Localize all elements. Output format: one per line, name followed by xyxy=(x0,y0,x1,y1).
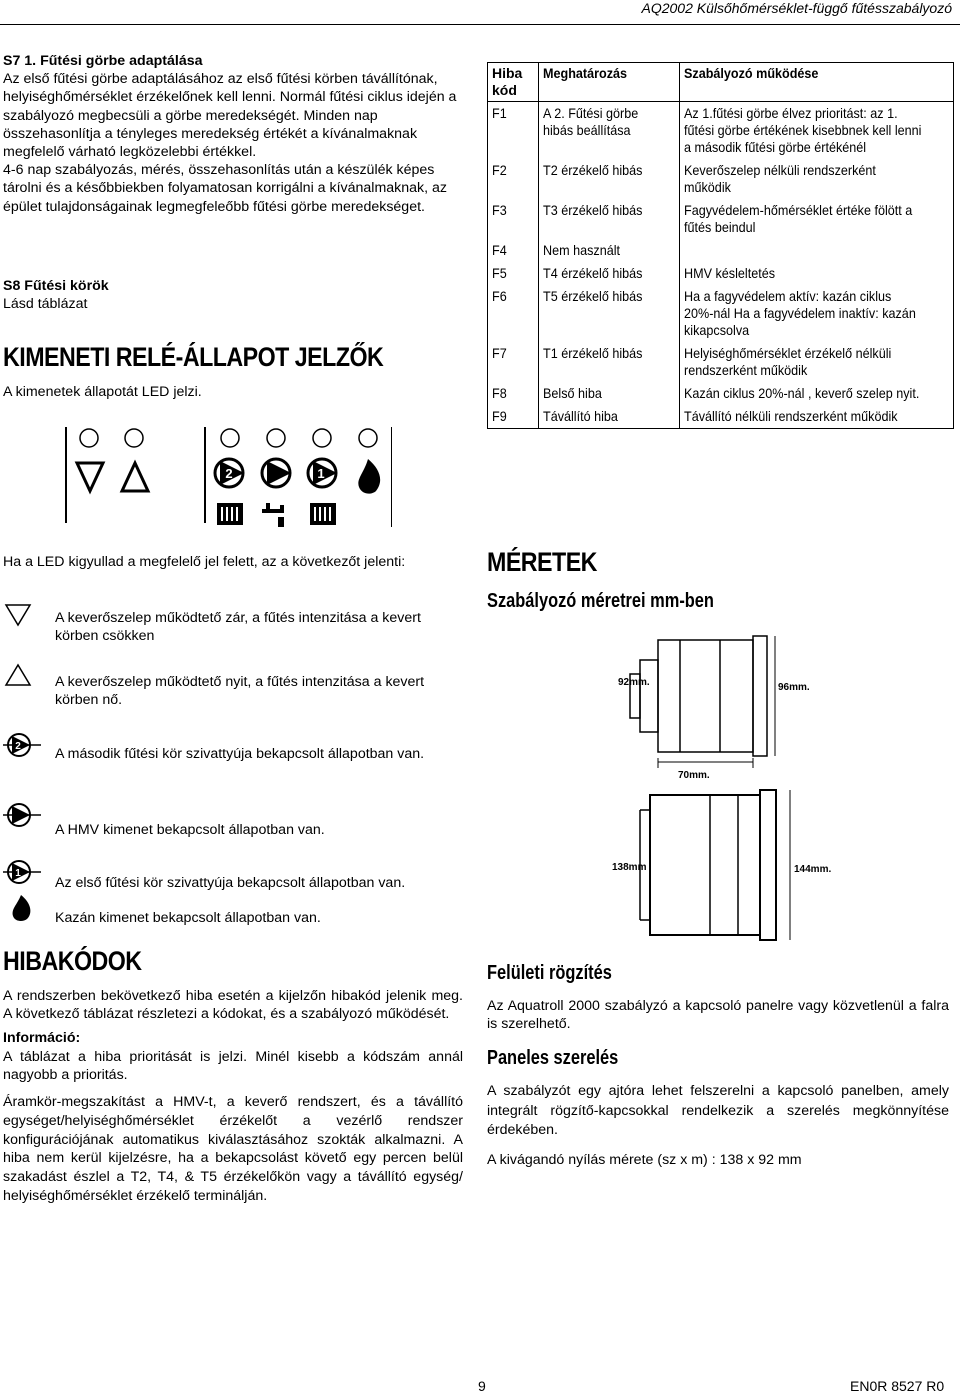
pump-1-icon xyxy=(3,857,43,887)
error-definition-cell: Belső hiba xyxy=(539,382,680,405)
pump-hmv-icon xyxy=(3,800,43,830)
table-row xyxy=(488,262,954,285)
table-row xyxy=(488,239,954,262)
table-row xyxy=(488,342,954,382)
error-code-cell: F6 xyxy=(488,285,539,342)
svg-text:1: 1 xyxy=(15,868,21,879)
triangle-up-icon xyxy=(3,662,33,688)
svg-text:138mm: 138mm xyxy=(612,862,647,873)
panel-mount-title: Paneles szerelés xyxy=(487,1047,619,1069)
dimensions-subtitle: Szabályozó méretrei mm-ben xyxy=(487,590,714,612)
page-number: 9 xyxy=(478,1378,486,1394)
dimensions-title: MÉRETEK xyxy=(487,547,597,577)
error-code-cell: F7 xyxy=(488,342,539,382)
info-label: Információ: xyxy=(3,1030,81,1047)
outputs-explain xyxy=(3,553,463,571)
legend-text: Az első fűtési kör szivattyúja bekapcsolt állapotban van. xyxy=(55,875,406,891)
error-definition-cell: T2 érzékelő hibás xyxy=(539,159,680,199)
radiator-icon-2 xyxy=(217,503,243,525)
s8-body: Lásd táblázat xyxy=(3,296,88,313)
controller-action-cell: Távállító nélküli rendszerként működik xyxy=(680,405,954,429)
page-header xyxy=(0,0,960,22)
table-row xyxy=(488,405,954,429)
triangle-up-icon xyxy=(122,463,148,491)
s7-body2: 4-6 nap szabályozás, mérés, összehasonlítás után a készülék képes tárolni és a későbbiekben folyamatosan korrigálni a kívánalmaknak, az épület tulajdonságainak legmegfeleőbb fűtési görbe meredekséget. xyxy=(3,162,447,215)
error-code-table xyxy=(487,62,954,429)
error-code-cell: F4 xyxy=(488,239,539,262)
error-code-cell: F5 xyxy=(488,262,539,285)
errors-section xyxy=(3,946,463,1206)
table-row xyxy=(488,159,954,199)
table-row xyxy=(488,285,954,342)
column-header: Meghatározás xyxy=(539,63,680,102)
column-header: Hiba kód xyxy=(488,63,539,102)
error-code-cell: F9 xyxy=(488,405,539,429)
error-definition-cell: Nem használt xyxy=(539,239,680,262)
error-definition-cell: T1 érzékelő hibás xyxy=(539,342,680,382)
error-table-body xyxy=(488,102,954,429)
outputs-section xyxy=(3,342,463,401)
svg-text:1: 1 xyxy=(317,466,325,481)
legend-text: Kazán kimenet bekapcsolt állapotban van. xyxy=(55,910,321,926)
flame-icon xyxy=(358,459,380,494)
legend-text: A HMV kimenet bekapcsolt állapotban van. xyxy=(55,822,325,838)
led-2 xyxy=(125,429,143,447)
outputs-explain-text: Ha a LED kigyullad a megfelelő jel felett, az a következőt jelenti: xyxy=(3,554,406,570)
document-code: EN0R 8527 R0 xyxy=(850,1378,945,1394)
svg-text:2: 2 xyxy=(15,741,21,752)
errors-title: HIBAKÓDOK xyxy=(3,946,142,976)
error-code-cell: F1 xyxy=(488,102,539,160)
s7-body: Az első fűtési görbe adaptálásához az első fűtési körben távállítónak, helyiséghőmérséklet érzékelőnek kell lenni. Normál fűtési ciklus idején a szabályozó megbecsüli a görbe meredekségét. Minden nap összehasonlítja a tényleges meredekség értékét a kívánalmaknak megfelelő várható legközelebbi értékkel. xyxy=(3,71,457,161)
legend-text: A keverőszelep működtető nyit, a fűtés intenzitása a kevert körben nő. xyxy=(55,674,425,709)
controller-action-cell: Helyiséghőmérséklet érzékelő nélküli rendszerként működik xyxy=(680,342,954,382)
controller-action-cell: Ha a fagyvédelem aktív: kazán ciklus 20%-nál Ha a fagyvédelem inaktív: kazán kikapcsolva xyxy=(680,285,954,342)
svg-text:70mm.: 70mm. xyxy=(678,770,710,781)
error-code-cell: F3 xyxy=(488,199,539,239)
svg-text:96mm.: 96mm. xyxy=(778,682,810,693)
surface-mount-section xyxy=(487,962,949,1033)
table-row xyxy=(488,382,954,405)
triangle-down-icon xyxy=(77,463,103,491)
controller-action-cell: Kazán ciklus 20%-nál , keverő szelep nyit. xyxy=(680,382,954,405)
dimension-drawing xyxy=(600,630,950,950)
led-1 xyxy=(80,429,98,447)
table-row xyxy=(488,199,954,239)
controller-action-cell: Keverőszelep nélküli rendszerként működik xyxy=(680,159,954,199)
panel-mount-section xyxy=(487,1047,949,1169)
radiator-icon-1 xyxy=(310,503,336,525)
s7-heading: S7 1. Fűtési görbe adaptálása xyxy=(3,53,203,69)
led-5 xyxy=(313,429,331,447)
errors-intro: A rendszerben bekövetkező hiba esetén a kijelzőn hibakód jelenik meg. A következő táblázat részletezi a kódokat, és a szabályozó működését. xyxy=(3,988,463,1023)
pump-1-icon xyxy=(308,459,337,487)
header-rule xyxy=(0,24,960,25)
column-header: Szabályozó működése xyxy=(680,63,954,102)
section-s8 xyxy=(3,277,463,313)
pump-2-icon xyxy=(3,730,43,760)
controller-action-cell: Az 1.fűtési görbe élvez prioritást: az 1. fűtési görbe értékének kisebbnek kell lenni a második fűtési görbe értékénél xyxy=(680,102,954,160)
error-definition-cell: T4 érzékelő hibás xyxy=(539,262,680,285)
table-row xyxy=(488,102,954,160)
outputs-intro: A kimenetek állapotát LED jelzi. xyxy=(3,384,202,400)
triangle-down-icon xyxy=(3,602,33,628)
error-code-cell: F2 xyxy=(488,159,539,199)
outputs-title: KIMENETI RELÉ-ÁLLAPOT JELZŐK xyxy=(3,342,384,372)
led-indicator-panel xyxy=(62,423,392,531)
error-definition-cell: Távállító hiba xyxy=(539,405,680,429)
surface-mount-title: Felületi rögzítés xyxy=(487,962,612,984)
led-6 xyxy=(359,429,377,447)
error-definition-cell: T3 érzékelő hibás xyxy=(539,199,680,239)
surface-mount-text: Az Aquatroll 2000 szabályzó a kapcsoló panelre vagy közvetlenül a falra is szerelhető. xyxy=(487,998,949,1033)
svg-text:2: 2 xyxy=(225,466,233,481)
s8-heading: S8 Fűtési körök xyxy=(3,278,109,294)
error-definition-cell: T5 érzékelő hibás xyxy=(539,285,680,342)
flame-icon xyxy=(3,893,43,923)
table-header-row xyxy=(488,63,954,102)
power-text: Áramkör-megszakítást a HMV-t, a keverő rendszert, és a távállító egységet/helyiséghőmérséklet érzékelőt a vezérlő rendszer konfigurációjának automatikus kiválasztásához szokták alkalmazni. A hiba nem kerül kijelzésre, ha a bekapcsolást követő egy percen belül szakadást észlel a T2, T4, & T5 érzékelőkön vagy a távállító egység/ helyiséghőmérséklet érzékelő terminálján. xyxy=(3,1094,463,1204)
panel-mount-text: A szabályzót egy ajtóra lehet felszerelni a kapcsoló panelben, amely integrált rögzítő-kapcsokkal rendelkezik a szerelés megkönnyítése érdekében. xyxy=(487,1083,949,1138)
pump-2-icon xyxy=(215,459,244,487)
tap-icon xyxy=(262,503,284,527)
pump-hmv-icon xyxy=(262,459,291,487)
error-code-cell: F8 xyxy=(488,382,539,405)
led-3 xyxy=(221,429,239,447)
cutout-text: A kivágandó nyílás mérete (sz x m) : 138 x 92 mm xyxy=(487,1151,802,1168)
svg-text:92mm.: 92mm. xyxy=(618,677,650,688)
header-title: AQ2002 Külsőhőmérséklet-függő fűtésszabályozó xyxy=(641,0,952,16)
error-definition-cell: A 2. Fűtési görbe hibás beállítása xyxy=(539,102,680,160)
controller-action-cell: Fagyvédelem-hőmérséklet értéke fölött a fűtés beindul xyxy=(680,199,954,239)
dimensions-section xyxy=(487,547,949,613)
controller-action-cell xyxy=(680,239,954,262)
legend-text: A keverőszelep működtető zár, a fűtés intenzitása a kevert körben csökken xyxy=(55,610,421,645)
controller-action-cell: HMV késleltetés xyxy=(680,262,954,285)
svg-text:144mm.: 144mm. xyxy=(794,864,832,875)
info-text: A táblázat a hiba prioritását is jelzi. Minél kisebb a kódszám annál nagyobb a prioritás. xyxy=(3,1048,463,1083)
legend-text: A második fűtési kör szivattyúja bekapcsolt állapotban van. xyxy=(55,746,425,762)
led-4 xyxy=(267,429,285,447)
section-s7 xyxy=(3,52,463,216)
